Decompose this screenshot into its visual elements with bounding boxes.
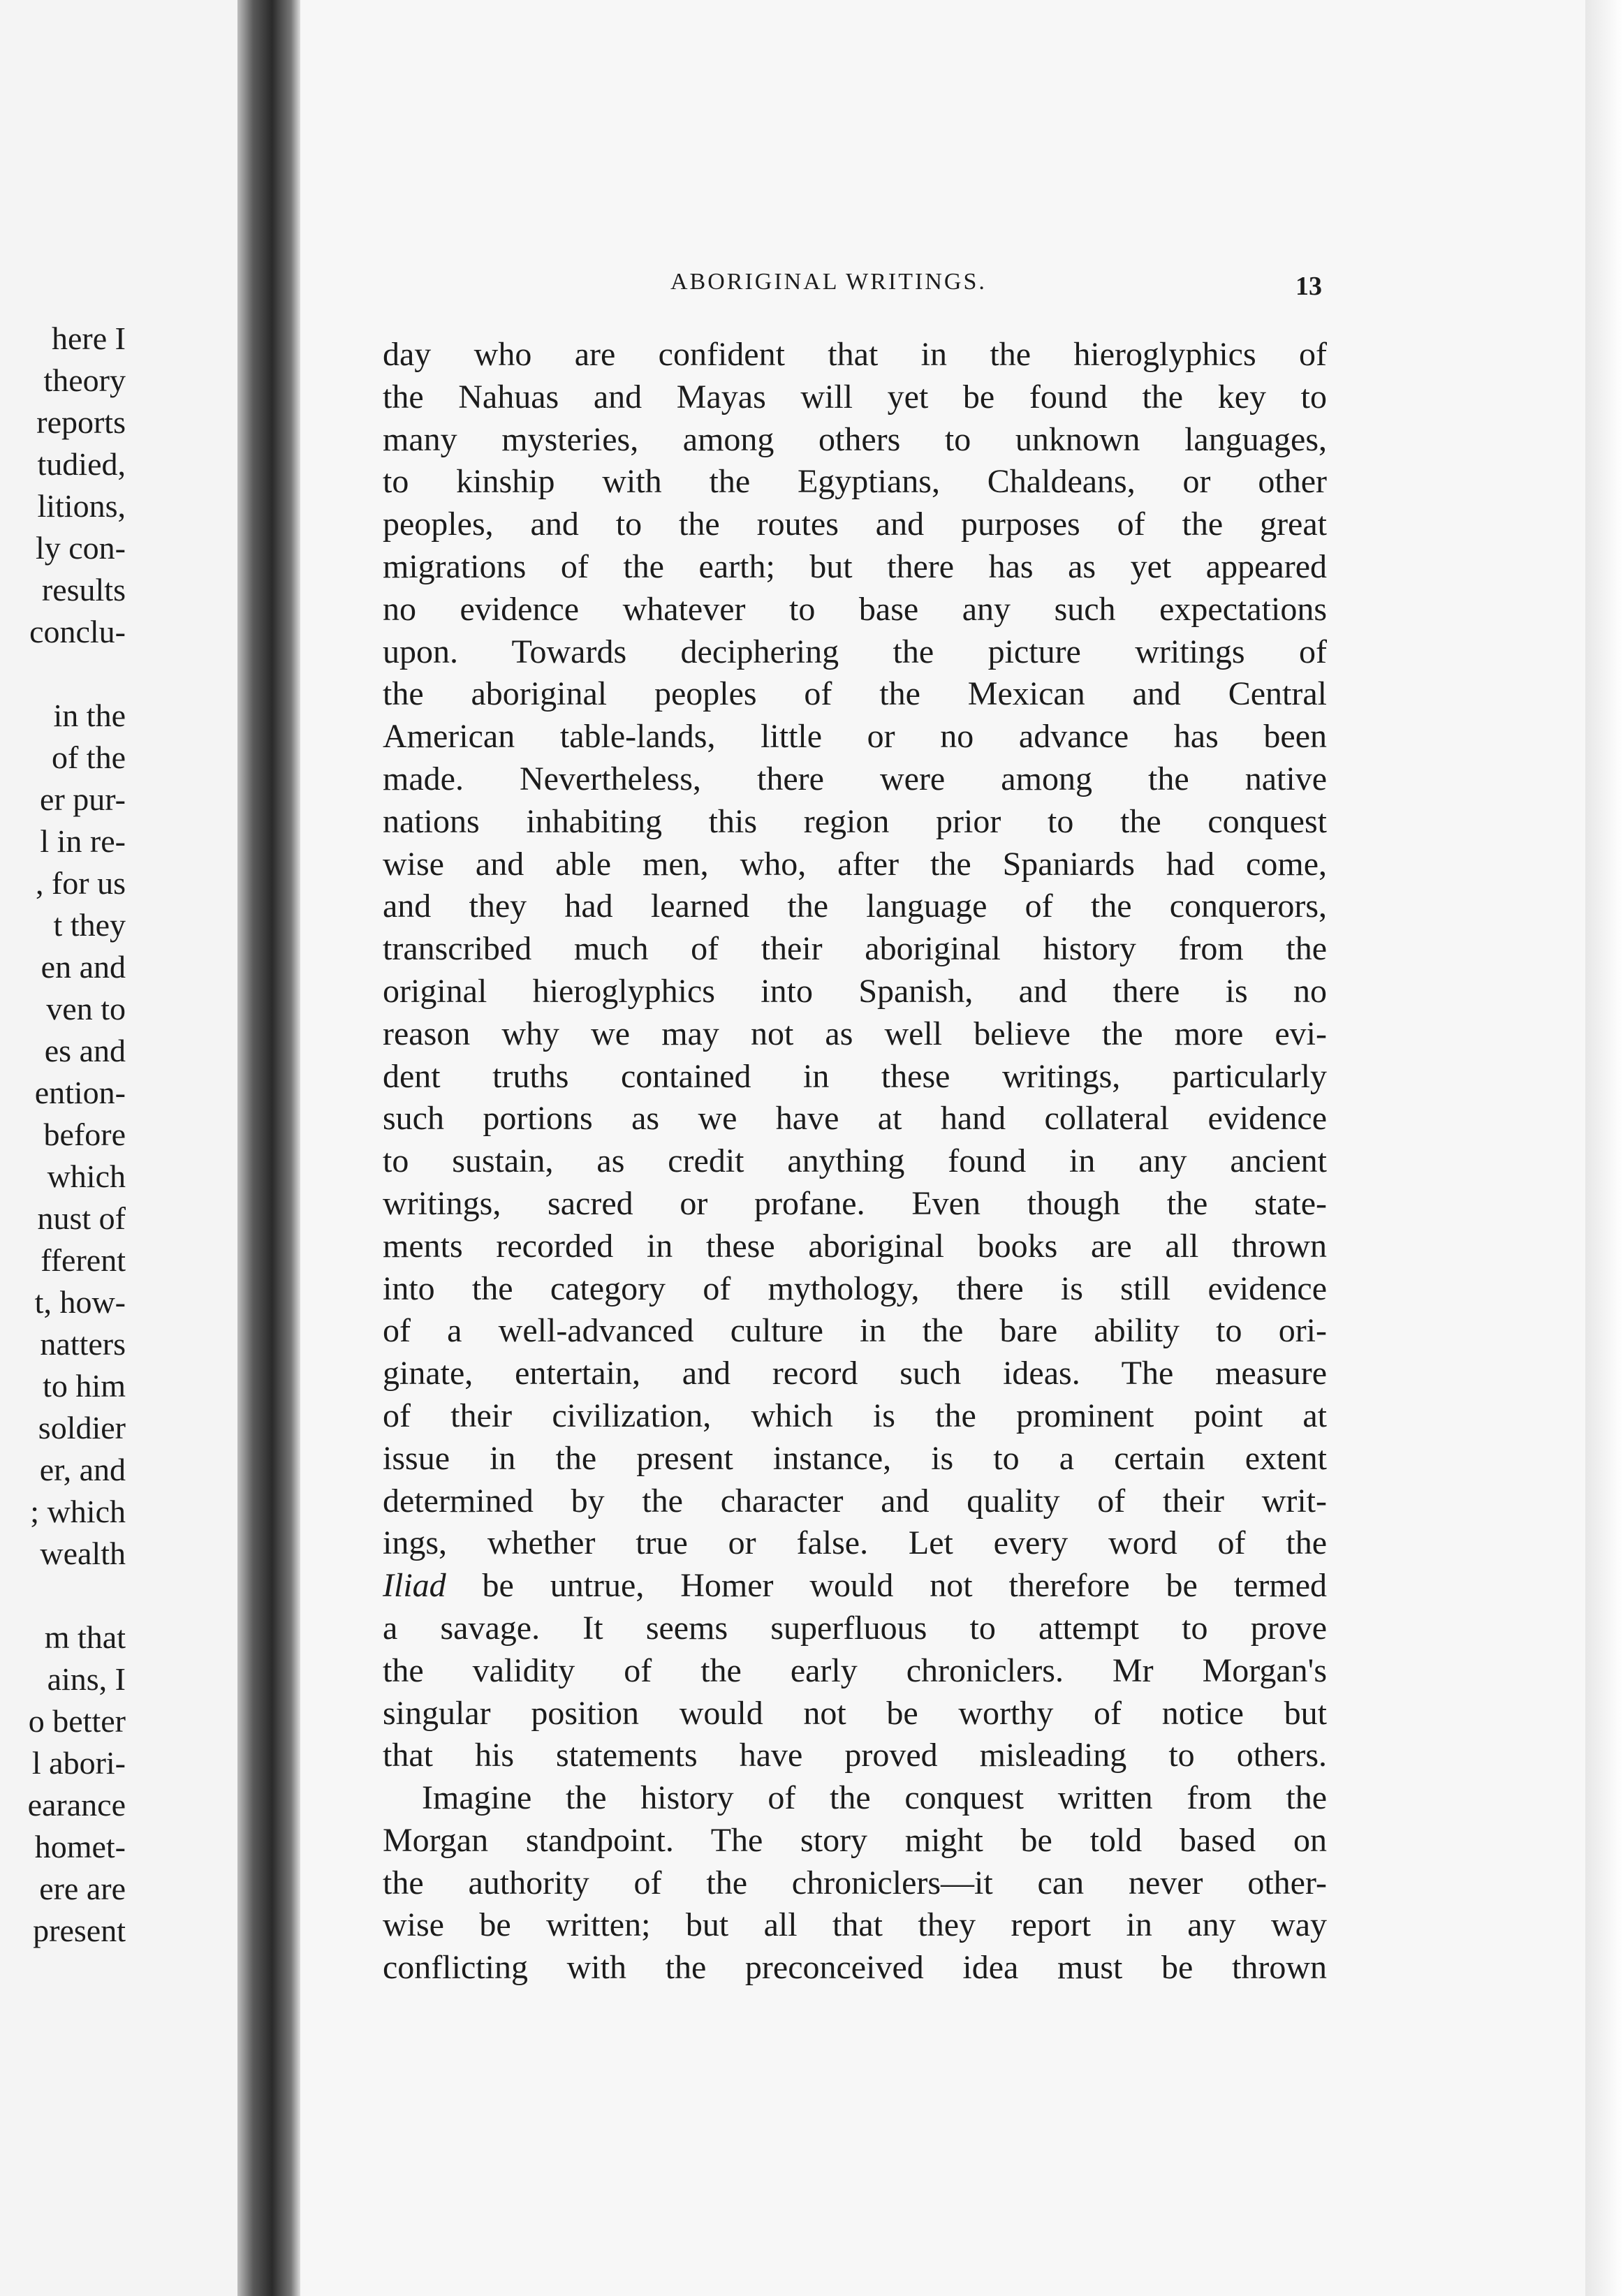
previous-page-line: es and <box>44 1033 126 1068</box>
text-line: the validity of the early chroniclers. Mr Morgan's <box>383 1651 1327 1689</box>
previous-page-line: tudied, <box>37 446 126 482</box>
text-line: that his statements have proved misleading to others. <box>383 1737 1327 1774</box>
previous-page-line <box>0 1575 126 1617</box>
text-line: Morgan standpoint. The story might be told based on <box>383 1821 1327 1859</box>
text-line: American table-lands, little or no advance has been <box>383 718 1327 756</box>
previous-page-line: er, and <box>39 1452 126 1487</box>
previous-page-line <box>0 653 126 695</box>
text-line: the Nahuas and Mayas will yet be found the key to <box>383 378 1327 415</box>
previous-page-line: present <box>33 1913 126 1948</box>
text-line: singular position would not be worthy of notice but <box>383 1694 1327 1732</box>
previous-page-line: theory <box>43 362 126 398</box>
text-line: to kinship with the Egyptians, Chaldeans, or other <box>383 463 1327 501</box>
previous-page-line: results <box>41 572 126 608</box>
text-line: writings, sacred or profane. Even though the state- <box>383 1184 1327 1222</box>
previous-page-line: , for us <box>35 865 126 901</box>
text-line: such portions as we have at hand collateral evidence <box>383 1100 1327 1138</box>
text-line: peoples, and to the routes and purposes of the great <box>383 506 1327 543</box>
text-line: the aboriginal peoples of the Mexican and Central <box>383 675 1327 713</box>
previous-page-line: ; which <box>30 1494 126 1529</box>
running-head: ABORIGINAL WRITINGS. <box>670 269 987 295</box>
previous-page-line: o better <box>28 1703 126 1739</box>
previous-page-line: l in re- <box>40 823 126 859</box>
book-gutter <box>237 0 300 2296</box>
text-line: to sustain, as credit anything found in any ancient <box>383 1142 1327 1180</box>
previous-page-line: t, how- <box>34 1284 126 1320</box>
previous-page-line: earance <box>27 1787 126 1823</box>
previous-page-line: ere are <box>39 1871 126 1906</box>
text-line: Imagine the history of the conquest written from the <box>422 1779 1327 1817</box>
text-line: ments recorded in these aboriginal books are all thrown <box>383 1227 1327 1265</box>
previous-page-line: er pur- <box>40 781 126 817</box>
previous-page-line: natters <box>40 1326 126 1362</box>
previous-page-text <box>0 318 126 1952</box>
previous-page-line: ains, I <box>47 1661 126 1697</box>
previous-page-line: in the <box>53 698 126 733</box>
previous-page-line: reports <box>36 404 126 440</box>
previous-page-line: ven to <box>46 991 126 1026</box>
text-line: transcribed much of their aboriginal history from the <box>383 930 1327 968</box>
previous-page-line: soldier <box>38 1410 126 1445</box>
text-line: made. Nevertheless, there were among the native <box>383 760 1327 797</box>
text-line: reason why we may not as well believe the more evi- <box>383 1015 1327 1052</box>
previous-page-line: ly con- <box>35 530 126 566</box>
previous-page-line: before <box>43 1117 126 1152</box>
previous-page-line: of the <box>51 739 126 775</box>
text-line: no evidence whatever to base any such expectations <box>383 590 1327 628</box>
text-line: and they had learned the language of the conquerors, <box>383 888 1327 925</box>
body-text <box>383 334 1327 1989</box>
text-line: ings, whether true or false. Let every word of the <box>383 1524 1327 1562</box>
previous-page-line: to him <box>43 1368 126 1404</box>
previous-page-line: which <box>47 1158 126 1194</box>
text-line: many mysteries, among others to unknown languages, <box>383 420 1327 458</box>
previous-page-line: conclu- <box>29 614 126 649</box>
previous-page-line: nust of <box>37 1200 126 1236</box>
text-line: ginate, entertain, and record such ideas. The measure <box>383 1355 1327 1392</box>
text-line: a savage. It seems superfluous to attempt to prove <box>383 1609 1327 1647</box>
text-line: upon. Towards deciphering the picture writings of <box>383 633 1327 670</box>
page-edge <box>1585 0 1623 2296</box>
text-line: of their civilization, which is the prominent point at <box>383 1397 1327 1434</box>
text-line: day who are confident that in the hieroglyphics of <box>383 336 1327 373</box>
previous-page-line: ention- <box>34 1075 126 1110</box>
previous-page <box>0 0 237 2296</box>
previous-page-line: homet- <box>34 1829 126 1864</box>
page-number: 13 <box>1295 272 1322 301</box>
previous-page-line: fferent <box>41 1242 126 1278</box>
text-line: of a well-advanced culture in the bare ability to ori- <box>383 1312 1327 1350</box>
text-line: wise and able men, who, after the Spaniards had come, <box>383 845 1327 883</box>
text-line: the authority of the chroniclers—it can never other- <box>383 1864 1327 1901</box>
text-line: Iliad be untrue, Homer would not therefore be termed <box>383 1567 1327 1605</box>
previous-page-line: litions, <box>37 488 126 524</box>
text-line: determined by the character and quality of their writ- <box>383 1482 1327 1519</box>
previous-page-line: t they <box>53 907 126 943</box>
text-line: original hieroglyphics into Spanish, and there is no <box>383 972 1327 1010</box>
previous-page-line: wealth <box>40 1536 126 1571</box>
previous-page-line: m that <box>44 1619 126 1655</box>
text-line: conflicting with the preconceived idea must be thrown <box>383 1949 1327 1987</box>
italic-title: Iliad <box>383 1567 446 1605</box>
text-line: wise be written; but all that they report in any way <box>383 1906 1327 1944</box>
previous-page-line: en and <box>41 949 126 985</box>
text-line: into the category of mythology, there is still evidence <box>383 1270 1327 1307</box>
previous-page-line: here I <box>52 321 126 356</box>
text-line: migrations of the earth; but there has as yet appeared <box>383 547 1327 585</box>
text-line: issue in the present instance, is to a certain extent <box>383 1439 1327 1477</box>
previous-page-line: l abori- <box>31 1745 126 1781</box>
text-line: dent truths contained in these writings, particularly <box>383 1057 1327 1095</box>
text-line: nations inhabiting this region prior to the conquest <box>383 802 1327 840</box>
